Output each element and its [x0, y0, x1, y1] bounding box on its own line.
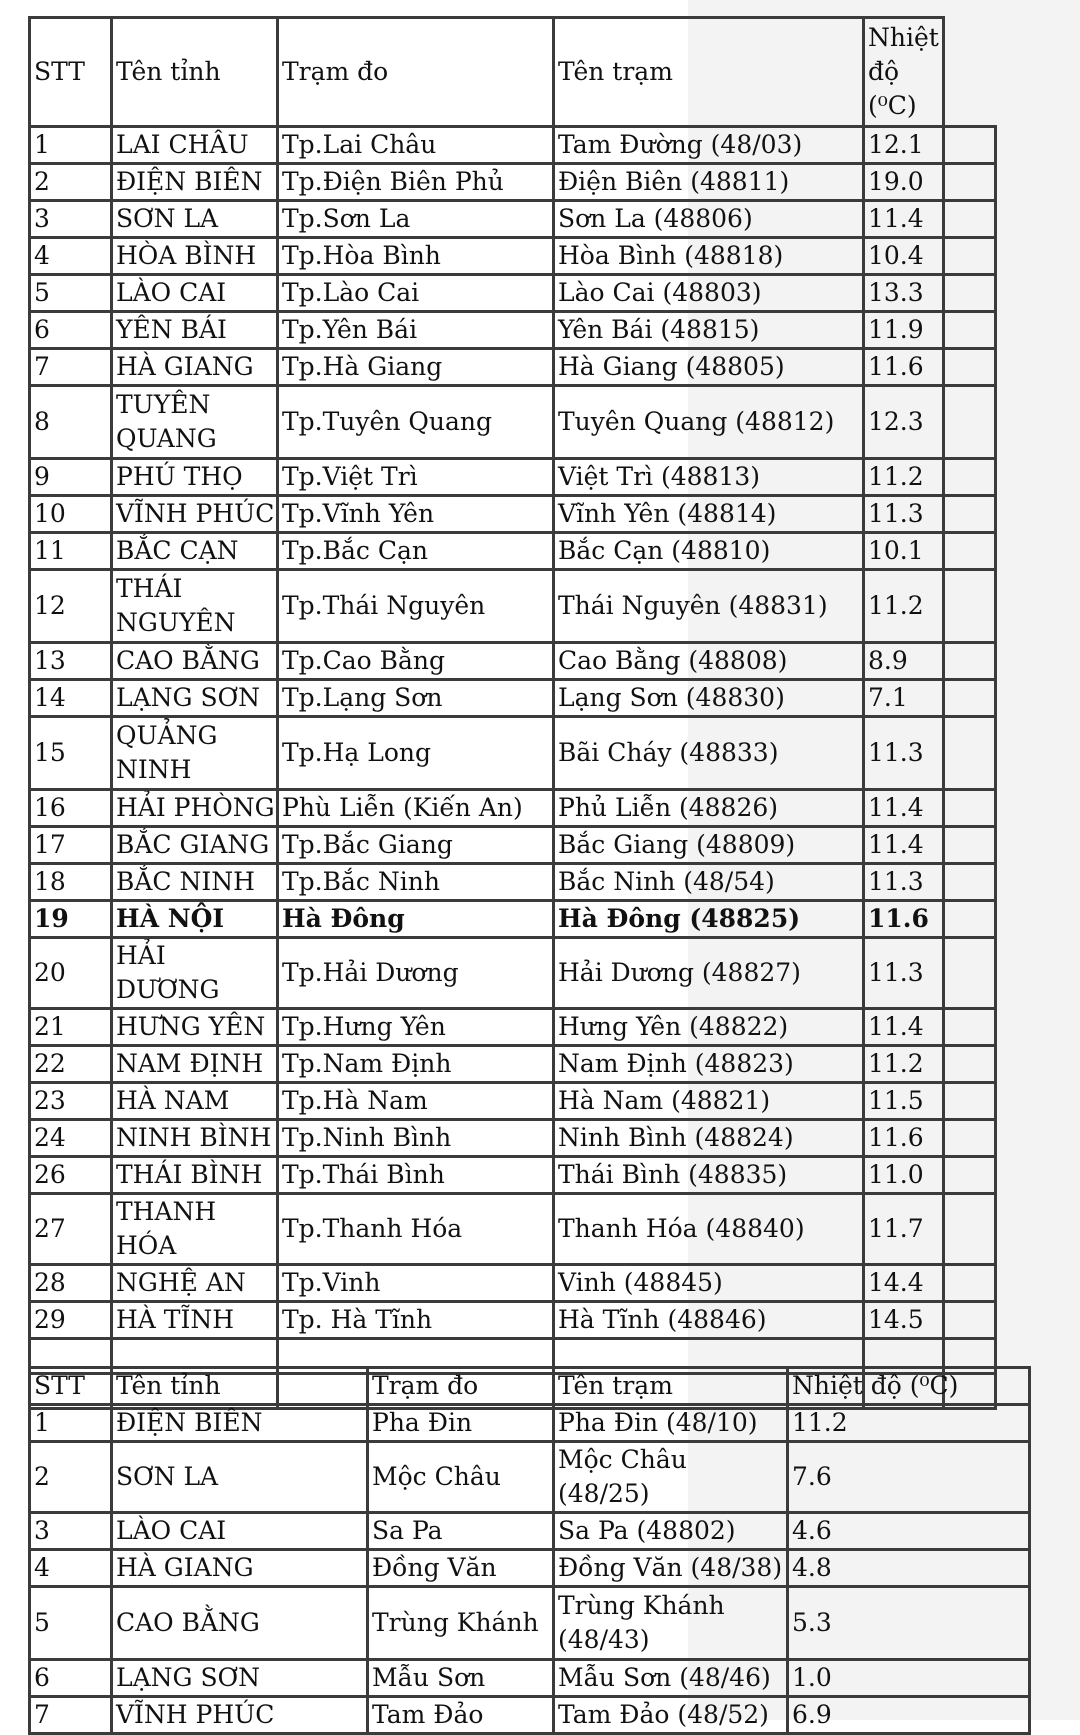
cell-station-city: Tp.Vĩnh Yên	[278, 496, 554, 533]
cell-temperature: 11.6	[864, 901, 944, 938]
cell-station-name: Vinh (48845)	[554, 1265, 864, 1302]
cell-stt: 10	[30, 496, 112, 533]
cell-temperature: 7.1	[864, 680, 944, 717]
cell-temperature: 11.0	[864, 1157, 944, 1194]
cell-temperature: 4.8	[788, 1550, 1030, 1587]
cell-station-name: Hà Tĩnh (48846)	[554, 1302, 864, 1339]
table-row	[30, 827, 996, 864]
header-temp-line2: độ	[868, 57, 900, 86]
cell-station-name: Đồng Văn (48/38)	[554, 1550, 788, 1587]
header-temp-line1: Nhiệt	[868, 23, 939, 52]
table-row	[30, 1265, 996, 1302]
cell-extra	[944, 275, 996, 312]
cell-temperature: 11.7	[864, 1194, 944, 1265]
cell-station-name: Hà Giang (48805)	[554, 349, 864, 386]
cell-extra	[944, 790, 996, 827]
cell-extra	[944, 680, 996, 717]
cell-temperature: 11.4	[864, 827, 944, 864]
cell-station-city: Mẫu Sơn	[368, 1660, 554, 1697]
table-row	[30, 1442, 1030, 1513]
table-row	[30, 1513, 1030, 1550]
cell-stt: 23	[30, 1083, 112, 1120]
cell-stt: 2	[30, 1442, 112, 1513]
cell-station-name: Hải Dương (48827)	[554, 938, 864, 1009]
cell-station-city: Tp.Hải Dương	[278, 938, 554, 1009]
cell-extra	[944, 1265, 996, 1302]
cell-extra	[944, 938, 996, 1009]
cell-temperature: 11.2	[788, 1405, 1030, 1442]
cell-station-city: Tp.Lạng Sơn	[278, 680, 554, 717]
cell-province: VĨNH PHÚC	[112, 496, 278, 533]
cell-station-name: Bắc Cạn (48810)	[554, 533, 864, 570]
cell-province: LÀO CAI	[112, 1513, 368, 1550]
table-row	[30, 790, 996, 827]
cell-station-name: Tuyên Quang (48812)	[554, 386, 864, 459]
cell-temperature: 8.9	[864, 643, 944, 680]
cell-stt: 29	[30, 1302, 112, 1339]
table-row	[30, 533, 996, 570]
cell-extra	[944, 127, 996, 164]
table-row	[30, 238, 996, 275]
cell-extra	[944, 496, 996, 533]
cell-stt: 1	[30, 127, 112, 164]
cell-province: HÒA BÌNH	[112, 238, 278, 275]
table-row	[30, 496, 996, 533]
cell-station-city: Tp.Cao Bằng	[278, 643, 554, 680]
cell-stt: 2	[30, 164, 112, 201]
cell-station-city: Đồng Văn	[368, 1550, 554, 1587]
cell-temperature: 11.5	[864, 1083, 944, 1120]
table-row	[30, 127, 996, 164]
cell-station-city: Tp.Việt Trì	[278, 459, 554, 496]
table-row	[30, 1083, 996, 1120]
cell-stt: 7	[30, 349, 112, 386]
cell-province: BẮC CẠN	[112, 533, 278, 570]
cell-stt: 3	[30, 1513, 112, 1550]
cell-province: LAI CHÂU	[112, 127, 278, 164]
table-row	[30, 1009, 996, 1046]
cell-stt: 16	[30, 790, 112, 827]
header-temp-line3: (⁰C)	[868, 91, 917, 120]
temperature-table-lowland	[28, 16, 997, 1410]
header-stt: STT	[30, 18, 112, 127]
header-province: Tên tỉnh	[112, 18, 278, 127]
cell-extra	[944, 864, 996, 901]
cell-province: SƠN LA	[112, 1442, 368, 1513]
cell-province: LẠNG SƠN	[112, 1660, 368, 1697]
cell-station-name: Pha Đin (48/10)	[554, 1405, 788, 1442]
cell-station-name: Sơn La (48806)	[554, 201, 864, 238]
cell-station-city: Tp.Yên Bái	[278, 312, 554, 349]
cell-province: HẢI DƯƠNG	[112, 938, 278, 1009]
header-stt: STT	[30, 1368, 112, 1405]
cell-temperature: 6.9	[788, 1697, 1030, 1734]
cell-temperature: 11.3	[864, 717, 944, 790]
cell-temperature: 11.3	[864, 496, 944, 533]
cell-station-name: Mộc Châu (48/25)	[554, 1442, 788, 1513]
cell-province: ĐIỆN BIÊN	[112, 1405, 368, 1442]
cell-stt: 13	[30, 643, 112, 680]
cell-extra	[944, 901, 996, 938]
cell-stt: 17	[30, 827, 112, 864]
cell-station-city: Tp.Tuyên Quang	[278, 386, 554, 459]
cell-stt: 6	[30, 1660, 112, 1697]
cell-station-city: Tp.Nam Định	[278, 1046, 554, 1083]
cell-temperature: 14.4	[864, 1265, 944, 1302]
cell-province: LÀO CAI	[112, 275, 278, 312]
cell-station-name: Phủ Liễn (48826)	[554, 790, 864, 827]
cell-station-city: Tp. Hà Tĩnh	[278, 1302, 554, 1339]
cell-extra	[944, 1120, 996, 1157]
cell-extra	[944, 643, 996, 680]
table-row	[30, 1194, 996, 1265]
cell-temperature: 11.6	[864, 349, 944, 386]
cell-extra	[944, 533, 996, 570]
cell-province: SƠN LA	[112, 201, 278, 238]
cell-station-city: Tp.Điện Biên Phủ	[278, 164, 554, 201]
cell-temperature: 11.3	[864, 938, 944, 1009]
cell-province: THANH HÓA	[112, 1194, 278, 1265]
cell-station-city: Tp.Bắc Cạn	[278, 533, 554, 570]
cell-station-name: Hưng Yên (48822)	[554, 1009, 864, 1046]
cell-temperature: 11.2	[864, 570, 944, 643]
cell-temperature: 10.4	[864, 238, 944, 275]
table-row	[30, 717, 996, 790]
cell-province: PHÚ THỌ	[112, 459, 278, 496]
cell-temperature: 11.4	[864, 1009, 944, 1046]
cell-station-name: Điện Biên (48811)	[554, 164, 864, 201]
table-row	[30, 1697, 1030, 1734]
cell-station-name: Hà Nam (48821)	[554, 1083, 864, 1120]
cell-station-name: Thái Nguyên (48831)	[554, 570, 864, 643]
cell-province: THÁI BÌNH	[112, 1157, 278, 1194]
header-temperature: Nhiệt độ (⁰C)	[788, 1368, 1030, 1405]
cell-station-city: Mộc Châu	[368, 1442, 554, 1513]
cell-stt: 18	[30, 864, 112, 901]
cell-station-name: Trùng Khánh (48/43)	[554, 1587, 788, 1660]
cell-stt: 27	[30, 1194, 112, 1265]
cell-station-city: Tp.Sơn La	[278, 201, 554, 238]
cell-province: HÀ GIANG	[112, 349, 278, 386]
cell-stt: 3	[30, 201, 112, 238]
table-row	[30, 1157, 996, 1194]
table-row	[30, 643, 996, 680]
cell-temperature: 11.6	[864, 1120, 944, 1157]
cell-stt: 19	[30, 901, 112, 938]
cell-temperature: 1.0	[788, 1660, 1030, 1697]
cell-station-name: Thanh Hóa (48840)	[554, 1194, 864, 1265]
header-station-name: Tên trạm	[554, 1368, 788, 1405]
cell-extra	[944, 717, 996, 790]
cell-station-city: Tp.Hà Giang	[278, 349, 554, 386]
cell-stt: 21	[30, 1009, 112, 1046]
cell-station-name: Việt Trì (48813)	[554, 459, 864, 496]
table-row	[30, 1302, 996, 1339]
cell-stt: 22	[30, 1046, 112, 1083]
cell-station-city: Tam Đảo	[368, 1697, 554, 1734]
cell-stt: 8	[30, 386, 112, 459]
cell-province: QUẢNG NINH	[112, 717, 278, 790]
cell-province: TUYÊN QUANG	[112, 386, 278, 459]
table-row	[30, 1587, 1030, 1660]
cell-stt: 26	[30, 1157, 112, 1194]
cell-temperature: 11.9	[864, 312, 944, 349]
cell-station-name: Hà Đông (48825)	[554, 901, 864, 938]
cell-stt: 14	[30, 680, 112, 717]
cell-station-city: Tp.Thái Bình	[278, 1157, 554, 1194]
cell-station-name: Nam Định (48823)	[554, 1046, 864, 1083]
cell-stt: 4	[30, 238, 112, 275]
cell-temperature: 13.3	[864, 275, 944, 312]
header-station-city: Trạm đo	[368, 1368, 554, 1405]
cell-station-city: Tp.Hạ Long	[278, 717, 554, 790]
cell-province: YÊN BÁI	[112, 312, 278, 349]
cell-stt: 24	[30, 1120, 112, 1157]
table-header-row	[30, 1368, 1030, 1405]
cell-station-city: Tp.Bắc Giang	[278, 827, 554, 864]
cell-station-city: Tp.Vinh	[278, 1265, 554, 1302]
cell-station-name: Ninh Bình (48824)	[554, 1120, 864, 1157]
cell-stt: 28	[30, 1265, 112, 1302]
cell-extra	[944, 1083, 996, 1120]
cell-temperature: 11.4	[864, 790, 944, 827]
cell-temperature: 19.0	[864, 164, 944, 201]
cell-station-city: Tp.Bắc Ninh	[278, 864, 554, 901]
cell-stt: 6	[30, 312, 112, 349]
cell-stt: 5	[30, 1587, 112, 1660]
cell-stt: 20	[30, 938, 112, 1009]
table-row	[30, 1120, 996, 1157]
cell-province: BẮC GIANG	[112, 827, 278, 864]
table-row	[30, 1405, 1030, 1442]
cell-temperature: 4.6	[788, 1513, 1030, 1550]
cell-province: NAM ĐỊNH	[112, 1046, 278, 1083]
cell-province: VĨNH PHÚC	[112, 1697, 368, 1734]
cell-province: HÀ NAM	[112, 1083, 278, 1120]
cell-extra	[944, 164, 996, 201]
temperature-table-highland	[28, 1366, 1031, 1735]
cell-extra	[944, 1046, 996, 1083]
table-header-row	[30, 18, 996, 127]
cell-station-city: Tp.Ninh Bình	[278, 1120, 554, 1157]
table-row	[30, 459, 996, 496]
cell-temperature: 11.4	[864, 201, 944, 238]
cell-extra	[944, 1302, 996, 1339]
cell-extra	[944, 570, 996, 643]
cell-station-name: Lạng Sơn (48830)	[554, 680, 864, 717]
cell-station-city: Tp.Hòa Bình	[278, 238, 554, 275]
cell-stt: 9	[30, 459, 112, 496]
cell-extra	[944, 312, 996, 349]
cell-extra	[944, 1009, 996, 1046]
cell-extra	[944, 459, 996, 496]
cell-temperature: 11.2	[864, 1046, 944, 1083]
cell-temperature: 11.3	[864, 864, 944, 901]
cell-station-name: Thái Bình (48835)	[554, 1157, 864, 1194]
cell-province: CAO BẰNG	[112, 643, 278, 680]
cell-station-name: Cao Bằng (48808)	[554, 643, 864, 680]
table-row	[30, 275, 996, 312]
cell-station-city: Sa Pa	[368, 1513, 554, 1550]
table-row	[30, 901, 996, 938]
cell-station-city: Tp.Thái Nguyên	[278, 570, 554, 643]
cell-station-city: Trùng Khánh	[368, 1587, 554, 1660]
cell-province: NGHỆ AN	[112, 1265, 278, 1302]
cell-province: HẢI PHÒNG	[112, 790, 278, 827]
cell-province: HÀ NỘI	[112, 901, 278, 938]
cell-station-name: Bãi Cháy (48833)	[554, 717, 864, 790]
cell-extra	[944, 201, 996, 238]
header-empty-cell	[944, 18, 996, 127]
cell-province: HÀ TĨNH	[112, 1302, 278, 1339]
cell-province: ĐIỆN BIÊN	[112, 164, 278, 201]
table-row	[30, 570, 996, 643]
cell-station-city: Tp.Hà Nam	[278, 1083, 554, 1120]
cell-station-name: Tam Đường (48/03)	[554, 127, 864, 164]
cell-stt: 5	[30, 275, 112, 312]
cell-station-name: Sa Pa (48802)	[554, 1513, 788, 1550]
table-row	[30, 1046, 996, 1083]
cell-station-name: Bắc Ninh (48/54)	[554, 864, 864, 901]
cell-temperature: 10.1	[864, 533, 944, 570]
header-station-city: Trạm đo	[278, 18, 554, 127]
cell-station-name: Tam Đảo (48/52)	[554, 1697, 788, 1734]
cell-station-city: Phù Liễn (Kiến An)	[278, 790, 554, 827]
header-station-name: Tên trạm	[554, 18, 864, 127]
cell-temperature: 7.6	[788, 1442, 1030, 1513]
table-row	[30, 386, 996, 459]
table-row	[30, 680, 996, 717]
header-province: Tên tỉnh	[112, 1368, 368, 1405]
table-row	[30, 201, 996, 238]
table-row	[30, 349, 996, 386]
cell-station-city: Tp.Hưng Yên	[278, 1009, 554, 1046]
cell-temperature: 11.2	[864, 459, 944, 496]
table-row	[30, 1550, 1030, 1587]
table-row	[30, 312, 996, 349]
cell-station-name: Lào Cai (48803)	[554, 275, 864, 312]
table-row	[30, 864, 996, 901]
table-row	[30, 938, 996, 1009]
cell-province: LẠNG SƠN	[112, 680, 278, 717]
cell-province: THÁI NGUYÊN	[112, 570, 278, 643]
cell-province: HÀ GIANG	[112, 1550, 368, 1587]
cell-temperature: 14.5	[864, 1302, 944, 1339]
cell-stt: 7	[30, 1697, 112, 1734]
cell-extra	[944, 238, 996, 275]
cell-province: CAO BẰNG	[112, 1587, 368, 1660]
cell-station-name: Yên Bái (48815)	[554, 312, 864, 349]
cell-stt: 1	[30, 1405, 112, 1442]
cell-extra	[944, 827, 996, 864]
cell-station-city: Hà Đông	[278, 901, 554, 938]
cell-province: NINH BÌNH	[112, 1120, 278, 1157]
cell-station-name: Vĩnh Yên (48814)	[554, 496, 864, 533]
cell-extra	[944, 386, 996, 459]
cell-stt: 4	[30, 1550, 112, 1587]
cell-stt: 15	[30, 717, 112, 790]
cell-temperature: 5.3	[788, 1587, 1030, 1660]
cell-extra	[944, 1194, 996, 1265]
cell-station-city: Pha Đin	[368, 1405, 554, 1442]
cell-station-name: Bắc Giang (48809)	[554, 827, 864, 864]
cell-temperature: 12.1	[864, 127, 944, 164]
cell-province: HƯNG YÊN	[112, 1009, 278, 1046]
cell-station-city: Tp.Lai Châu	[278, 127, 554, 164]
cell-stt: 11	[30, 533, 112, 570]
table-row	[30, 164, 996, 201]
cell-stt: 12	[30, 570, 112, 643]
cell-station-name: Hòa Bình (48818)	[554, 238, 864, 275]
cell-station-city: Tp.Lào Cai	[278, 275, 554, 312]
cell-station-name: Mẫu Sơn (48/46)	[554, 1660, 788, 1697]
cell-extra	[944, 1157, 996, 1194]
table-row	[30, 1660, 1030, 1697]
cell-temperature: 12.3	[864, 386, 944, 459]
cell-province: BẮC NINH	[112, 864, 278, 901]
cell-station-city: Tp.Thanh Hóa	[278, 1194, 554, 1265]
header-temperature	[864, 18, 944, 127]
cell-extra	[944, 349, 996, 386]
